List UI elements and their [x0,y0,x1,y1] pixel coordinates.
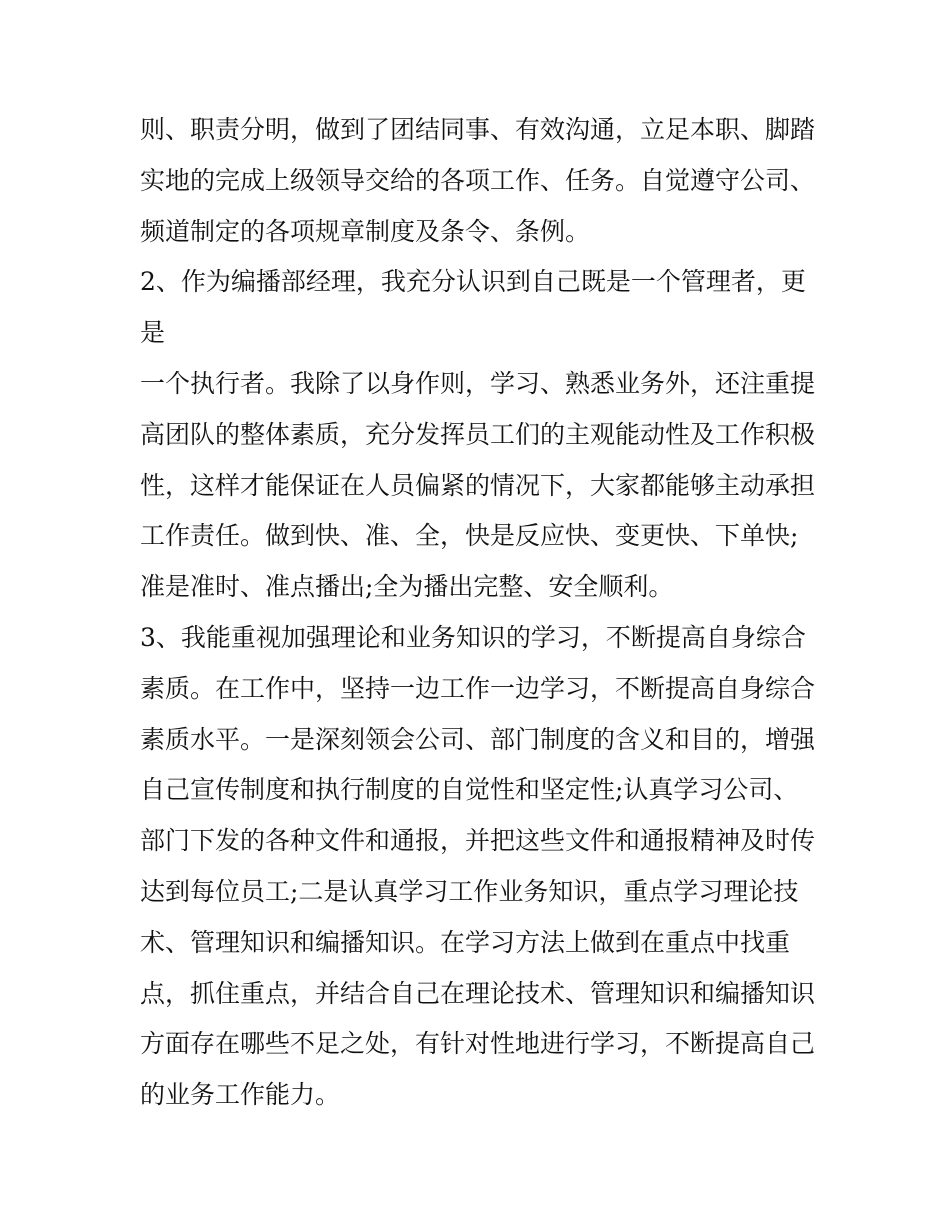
text-line: 实地的完成上级领导交给的各项工作、任务。自觉遵守公司、 [140,165,816,195]
text-line: 3、我能重视加强理论和业务知识的学习，不断提高自身综合 [140,622,806,652]
text-line: 工作责任。做到快、准、全，快是反应快、变更快、下单快; [140,521,799,551]
text-line: 高团队的整体素质，充分发挥员工们的主观能动性及工作积极 [140,419,816,449]
text-line: 术、管理知识和编播知识。在学习方法上做到在重点中找重 [140,927,791,957]
text-line: 点，抓住重点，并结合自己在理论技术、管理知识和编播知识 [140,978,816,1008]
text-line: 2、作为编播部经理，我充分认识到自己既是一个管理者，更 [140,267,806,297]
text-line: 一个执行者。我除了以身作则，学习、熟悉业务外，还注重提 [140,368,816,398]
text-line: 是 [140,318,166,348]
text-line: 的业务工作能力。 [140,1080,341,1110]
text-line: 部门下发的各种文件和通报，并把这些文件和通报精神及时传 [140,826,816,856]
text-line: 频道制定的各项规章制度及条令、条例。 [140,216,591,246]
text-line: 素质水平。一是深刻领会公司、部门制度的含义和目的，增强 [140,724,816,754]
text-line: 自己宣传制度和执行制度的自觉性和坚定性;认真学习公司、 [140,775,799,805]
text-line: 则、职责分明，做到了团结同事、有效沟通，立足本职、脚踏 [140,115,816,144]
text-line: 素质。在工作中，坚持一边工作一边学习，不断提高自身综合 [140,673,816,703]
text-line: 准是准时、准点播出;全为播出完整、安全顺利。 [140,572,674,602]
text-line: 方面存在哪些不足之处，有针对性地进行学习，不断提高自己 [140,1029,816,1059]
text-line: 性，这样才能保证在人员偏紧的情况下，大家都能够主动承担 [140,470,816,500]
text-line: 达到每位员工;二是认真学习工作业务知识，重点学习理论技 [140,876,799,906]
document-body [140,105,830,1121]
